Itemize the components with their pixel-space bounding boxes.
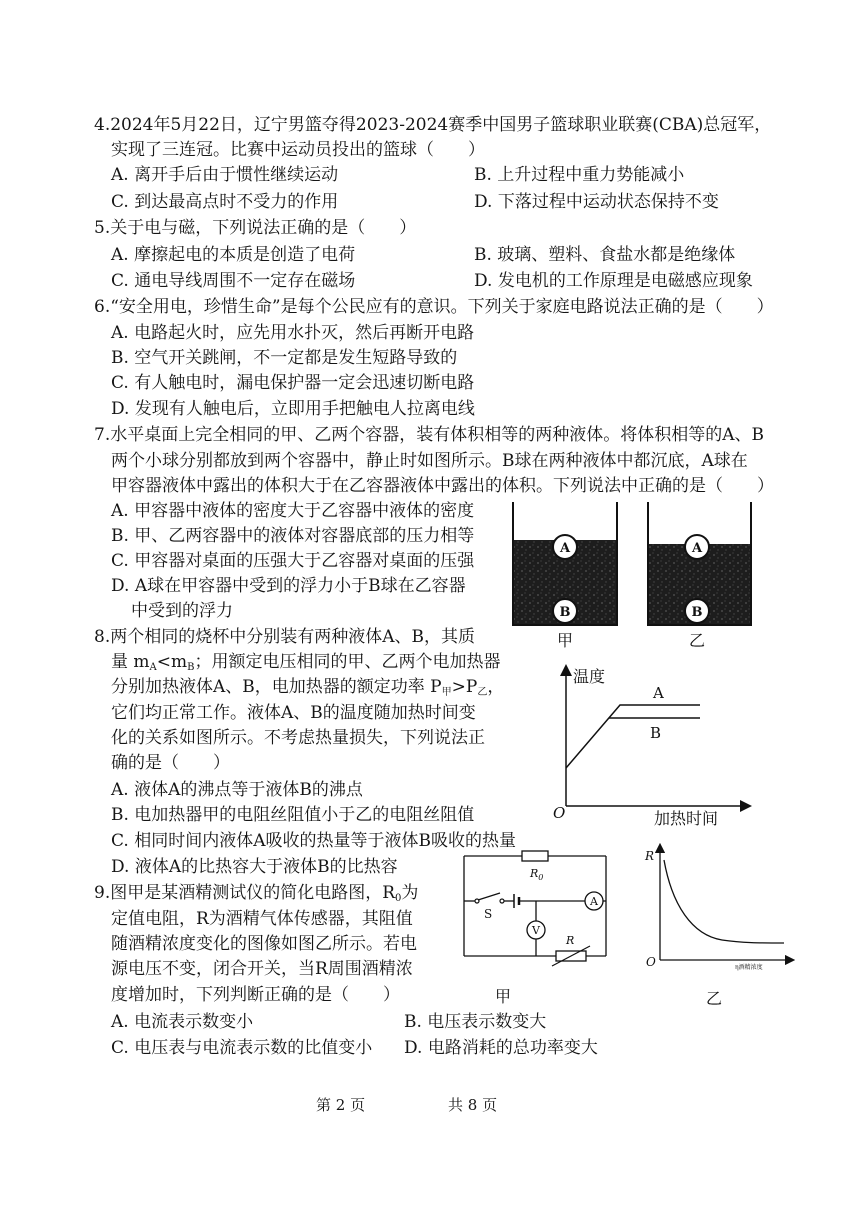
ball-a-yi <box>685 535 709 559</box>
switch-blade <box>478 893 500 900</box>
ball-b-yi <box>685 599 709 623</box>
svg-text:A: A <box>590 895 598 908</box>
temperature-graph <box>553 667 746 828</box>
page-number: 第 2 页 <box>316 1096 366 1114</box>
q7-option-a: A. 甲容器中液体的密度大于乙容器中液体的密度 <box>111 501 475 521</box>
q4-option-c: C. 到达最高点时不受力的作用 <box>111 192 339 212</box>
sensor-label: R <box>566 934 575 947</box>
q6-option-a: A. 电路起火时，应先用水扑灭，然后再断开电路 <box>111 323 475 343</box>
q4-option-a: A. 离开手后由于惯性继续运动 <box>111 165 339 185</box>
q9-option-d: D. 电路消耗的总功率变大 <box>404 1038 598 1058</box>
q8-stem: 量 $m_A<m_B$；用额定电压相同的甲、乙两个电加热器 <box>111 652 501 673</box>
q5-option-a: A. 摩擦起电的本质是创造了电荷 <box>111 245 356 265</box>
q9-option-a: A. 电流表示数变小 <box>111 1012 254 1032</box>
q8-stem: 分别加热液体A、B，电加热器的额定功率 $P_甲>P_乙$， <box>111 677 505 698</box>
q7-stem: 甲容器液体中露出的体积大于在乙容器液体中露出的体积。下列说法中正确的是（ ） <box>111 476 774 496</box>
curve-y-label: R <box>645 849 655 863</box>
q5-stem: 5.关于电与磁，下列说法正确的是（ ） <box>94 218 417 238</box>
q4-option-b: B. 上升过程中重力势能减小 <box>474 165 685 185</box>
q6-option-c: C. 有人触电时，漏电保护器一定会迅速切断电路 <box>111 373 475 393</box>
switch-label: S <box>484 907 493 921</box>
line-b-label: B <box>650 724 662 742</box>
q7-option-d: 中受到的浮力 <box>131 601 233 621</box>
circuit-diagram <box>464 851 606 1006</box>
q8-stem: 8.两个相同的烧杯中分别装有两种液体A、B，其质 <box>94 627 475 647</box>
q6-option-d: D. 发现有人触电后，立即用手把触电人拉离电线 <box>111 399 475 419</box>
q4-stem: 4.2024年5月22日，辽宁男篮夺得2023-2024赛季中国男子篮球职业联赛(CBA)总冠军， <box>94 115 772 135</box>
q5-option-d: D. 发电机的工作原理是电磁感应现象 <box>474 271 753 291</box>
resistance-curve-graph <box>644 848 790 1008</box>
svg-text:A: A <box>559 541 571 556</box>
origin-label: O <box>553 804 566 822</box>
q8-option-b: B. 电加热器甲的电阻丝阻值小于乙的电阻丝阻值 <box>111 805 475 825</box>
line-a-label: A <box>653 684 664 702</box>
q9-stem: 定值电阻，R为酒精气体传感器，其阻值 <box>111 909 413 929</box>
ball-a-jia <box>553 535 577 559</box>
q4-option-d: D. 下落过程中运动状态保持不变 <box>474 192 719 212</box>
q9-stem: 度增加时，下列判断正确的是（ ） <box>111 985 400 1005</box>
container-yi <box>648 502 751 650</box>
q8-option-d: D. 液体A的比热容大于液体B的比热容 <box>111 857 398 877</box>
q5-option-c: C. 通电导线周围不一定存在磁场 <box>111 271 356 291</box>
curve-x-label: η酒精浓度 <box>735 964 763 971</box>
y-axis-label: 温度 <box>573 667 606 686</box>
q7-option-c: C. 甲容器对桌面的压强大于乙容器对桌面的压强 <box>111 551 475 571</box>
svg-text:A: A <box>691 541 703 556</box>
r0-resistor <box>522 851 548 861</box>
q9-option-b: B. 电压表示数变大 <box>404 1012 547 1032</box>
svg-text:B: B <box>691 605 703 620</box>
label-yi: 乙 <box>688 631 706 650</box>
q8-stem: 确的是（ ） <box>111 753 230 773</box>
q9-stem: 源电压不变，闭合开关，当R周围酒精浓 <box>111 959 413 979</box>
curve-caption: 乙 <box>706 989 723 1008</box>
resistance-curve <box>664 860 784 943</box>
q7-stem: 7.水平桌面上完全相同的甲、乙两个容器，装有体积相等的两种液体。将体积相等的A、B <box>94 425 764 445</box>
q9-option-c: C. 电压表与电流表示数的比值变小 <box>111 1038 373 1058</box>
svg-text:V: V <box>532 924 540 937</box>
q9-stem: 9.图甲是某酒精测试仪的简化电路图，$R_0$为 <box>94 883 419 904</box>
q7-stem: 两个小球分别都放到两个容器中，静止时如图所示。B球在两种液体中都沉底，A球在 <box>111 451 748 471</box>
q9-stem: 随酒精浓度变化的图像如图乙所示。若电 <box>111 934 417 954</box>
svg-text:B: B <box>559 605 571 620</box>
r0-label: $R_0$ <box>530 867 544 882</box>
q6-stem: 6.“安全用电，珍惜生命”是每个公民应有的意识。下列关于家庭电路说法正确的是（ ） <box>94 297 774 317</box>
q8-option-a: A. 液体A的沸点等于液体B的沸点 <box>111 780 363 800</box>
q7-option-b: B. 甲、乙两容器中的液体对容器底部的压力相等 <box>111 526 475 546</box>
q8-stem: 化的关系如图所示。不考虑热量损失，下列说法正 <box>111 728 485 748</box>
circuit-caption: 甲 <box>495 987 512 1006</box>
q8-stem: 它们均正常工作。液体A、B的温度随加热时间变 <box>111 703 476 723</box>
label-jia: 甲 <box>556 631 574 650</box>
q4-stem: 实现了三连冠。比赛中运动员投出的篮球（ ） <box>111 140 485 160</box>
q5-option-b: B. 玻璃、塑料、食盐水都是绝缘体 <box>474 245 736 265</box>
line-a <box>566 705 700 768</box>
page-total: 共 8 页 <box>448 1096 498 1114</box>
curve-origin: O <box>646 955 656 969</box>
q8-option-c: C. 相同时间内液体A吸收的热量等于液体B吸收的热量 <box>111 831 516 851</box>
container-jia <box>513 502 617 650</box>
ball-b-jia <box>553 599 577 623</box>
x-axis-label: 加热时间 <box>654 809 719 828</box>
q6-option-b: B. 空气开关跳闸，不一定都是发生短路导致的 <box>111 348 458 368</box>
q7-option-d: D. A球在甲容器中受到的浮力小于B球在乙容器 <box>111 576 466 596</box>
